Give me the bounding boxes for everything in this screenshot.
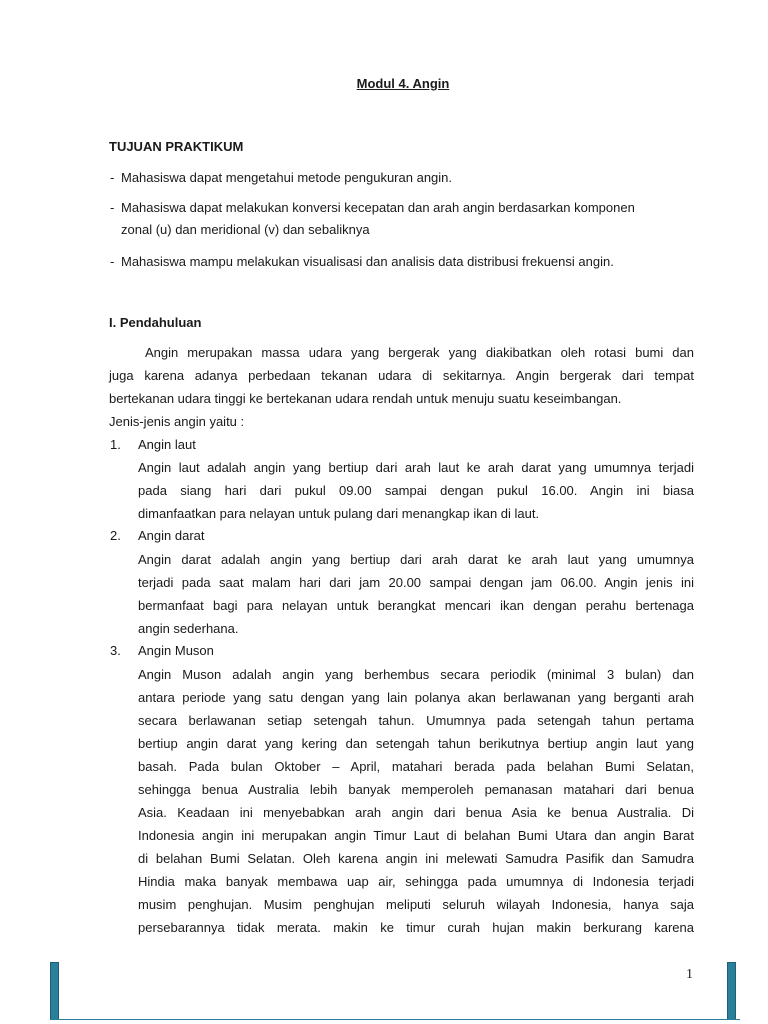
- page-title: Modul 4. Angin: [356, 76, 450, 91]
- paragraph-line: Hindia maka banyak membawa uap air, sehingga pada umumnya di Indonesia terjadi: [138, 874, 694, 889]
- list-item-title: Angin laut: [138, 437, 196, 452]
- paragraph-line: Asia. Keadaan ini menyebabkan arah angin dari benua Asia ke benua Australia. Di: [138, 805, 694, 820]
- intro-paragraph: [109, 341, 694, 433]
- paragraph-line: di belahan Bumi Selatan. Oleh karena angin ini melewati Samudra Pasifik dan Samudra: [138, 851, 694, 866]
- paragraph-line: basah. Pada bulan Oktober – April, matahari berada pada belahan Bumi Selatan,: [138, 759, 694, 774]
- objectives-heading: TUJUAN PRAKTIKUM: [109, 139, 244, 154]
- list-item-body: [138, 663, 694, 939]
- bottom-border-line: [50, 1019, 740, 1020]
- objective-text: Mahasiswa dapat mengetahui metode pengukuran angin.: [121, 170, 453, 185]
- right-border-bar: [727, 962, 736, 1020]
- paragraph-line: Jenis-jenis angin yaitu :: [109, 414, 245, 429]
- objective-text: Mahasiswa dapat melakukan konversi kecepatan dan arah angin berdasarkan komponen: [121, 200, 635, 215]
- paragraph-line: persebarannya tidak merata. makin ke timur curah hujan makin berkurang karena: [138, 920, 694, 935]
- list-number: 3.: [110, 643, 121, 658]
- paragraph-line: Angin Muson adalah angin yang berhembus secara periodik (minimal 3 bulan) dan: [138, 667, 694, 682]
- paragraph-line: secara berlawanan setiap setengah tahun. Umumnya pada setengah tahun pertama: [138, 713, 694, 728]
- paragraph-line: bertekanan udara tinggi ke bertekanan udara rendah untuk menuju suatu keseimbangan.: [109, 391, 622, 406]
- list-item-body: [138, 456, 694, 525]
- paragraph-line: Indonesia angin ini merupakan angin Timur Laut di belahan Bumi Utara dan angin Barat: [138, 828, 694, 843]
- paragraph-line: bermanfaat bagi para nelayan untuk berangkat mencari ikan dengan perahu bertenaga: [138, 598, 694, 613]
- left-border-bar: [50, 962, 59, 1020]
- paragraph-line: sehingga benua Australia lebih banyak memperoleh pemanasan matahari dari benua: [138, 782, 694, 797]
- paragraph-line: terjadi pada saat malam hari dari jam 20.00 sampai dengan jam 06.00. Angin jenis ini: [138, 575, 694, 590]
- section-heading: I. Pendahuluan: [109, 315, 202, 330]
- paragraph-line: juga karena adanya perbedaan tekanan udara di sekitarnya. Angin bergerak dari tempat: [109, 368, 694, 383]
- objective-text: Mahasiswa mampu melakukan visualisasi dan analisis data distribusi frekuensi angin.: [121, 254, 614, 269]
- bullet-dash: -: [110, 254, 115, 269]
- paragraph-line: pada siang hari dari pukul 09.00 sampai dengan pukul 16.00. Angin ini biasa: [138, 483, 694, 498]
- list-item-title: Angin Muson: [138, 643, 214, 658]
- list-number: 1.: [110, 437, 121, 452]
- list-item-body: [138, 548, 694, 640]
- page-number: 1: [686, 967, 693, 982]
- list-item-title: Angin darat: [138, 528, 205, 543]
- bullet-dash: -: [110, 170, 115, 185]
- paragraph-line: musim penghujan. Musim penghujan meliputi seluruh wilayah Indonesia, hanya saja: [138, 897, 694, 912]
- list-number: 2.: [110, 528, 121, 543]
- paragraph-line: angin sederhana.: [138, 621, 239, 636]
- objective-text: zonal (u) dan meridional (v) dan sebaliknya: [121, 222, 370, 237]
- paragraph-line: Angin darat adalah angin yang bertiup dari arah darat ke arah laut yang umumnya: [138, 552, 694, 567]
- paragraph-line: antara periode yang satu dengan yang lain polanya akan berlawanan yang berganti arah: [138, 690, 694, 705]
- paragraph-line: Angin merupakan massa udara yang bergerak yang diakibatkan oleh rotasi bumi dan: [145, 345, 694, 360]
- bullet-dash: -: [110, 200, 115, 215]
- paragraph-line: bertiup angin darat yang kering dan setengah tahun berikutnya bertiup angin laut yang: [138, 736, 694, 751]
- paragraph-line: dimanfaatkan para nelayan untuk pulang dari menangkap ikan di laut.: [138, 506, 540, 521]
- paragraph-line: Angin laut adalah angin yang bertiup dari arah laut ke arah darat yang umumnya terjadi: [138, 460, 694, 475]
